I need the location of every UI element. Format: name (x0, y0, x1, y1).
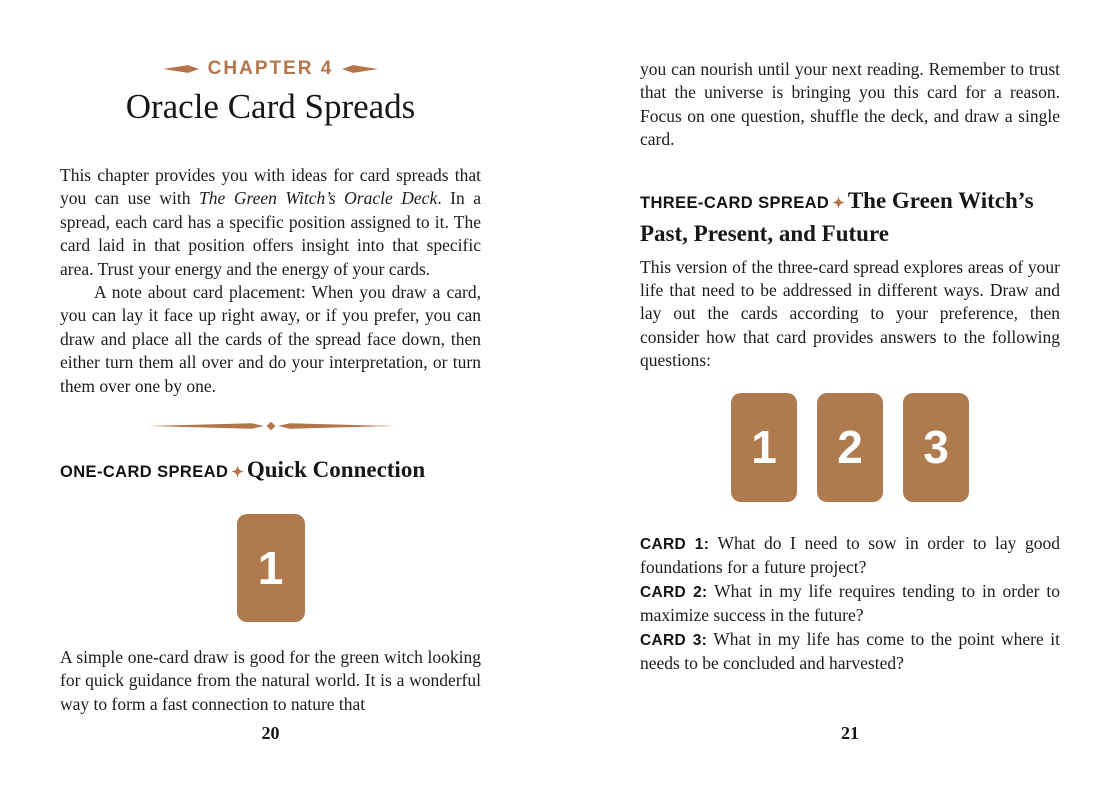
card-number: 1 (257, 542, 284, 595)
card-questions-list (640, 532, 1060, 676)
tapered-divider-icon (148, 419, 394, 433)
three-card-spread-title: The Green Witch’s Past, Present, and Future (640, 187, 1034, 246)
chapter-arrow-left-icon (163, 64, 199, 74)
one-card-spread-label: ONE-CARD SPREAD (60, 463, 229, 482)
intro-text-2: . In a spread, each card has a specific position assigned to it. The card laid in that position offers insight into that specific area. Trust your energy and the energy of your cards. (60, 188, 481, 279)
card-1-question: What do I need to sow in order to lay good foundations for a future project? (640, 532, 1060, 578)
card-3-label: CARD 3: (640, 631, 708, 649)
page-number-right: 21 (841, 723, 859, 743)
card-1-label: CARD 1: (640, 535, 710, 553)
section-divider (60, 419, 481, 433)
intro-paragraph (60, 164, 481, 281)
chapter-arrow-right-icon (342, 64, 378, 74)
chapter-eyebrow (60, 58, 481, 80)
card-number: 2 (837, 421, 863, 474)
oracle-card-1 (731, 393, 797, 502)
intro-text-1: This chapter provides you with ideas for card spreads that you can use with (60, 165, 481, 209)
one-card-description-paragraph: A simple one-card draw is good for the green witch looking for quick guidance from the natural world. It is a wonderful way to form a fast connection to nature that (60, 647, 481, 714)
one-card-spread-heading (60, 455, 481, 488)
card-2-label: CARD 2: (640, 583, 708, 601)
spread-star-icon: ✦ (231, 465, 244, 482)
one-card-continuation-paragraph: you can nourish until your next reading. Remember to trust that the universe is bringing you this card for a reason. Focus on one question, shuffle the deck, and draw a single card. (640, 59, 1060, 150)
oracle-card-1 (237, 514, 305, 622)
right-page (560, 0, 1120, 800)
right-page-content (560, 0, 1120, 676)
card-number: 3 (923, 421, 949, 474)
three-card-description-paragraph: This version of the three-card spread explores areas of your life that need to be addressed in different ways. Draw and lay out the cards according to your preference, then consider how that card provides answers to the following questions: (640, 256, 1060, 371)
card-number: 1 (751, 421, 777, 474)
three-card-spread-heading (640, 186, 1060, 248)
page-number-left: 20 (261, 723, 280, 743)
spread-star-icon: ✦ (832, 195, 845, 212)
placement-note-paragraph: A note about card placement: When you draw a card, you can lay it face up right away, or if you prefer, you can draw and place all the cards of the spread face down, then either turn them all over and do your interpretation, or turn them over one by one. (60, 282, 481, 396)
three-card-spread-label: THREE-CARD SPREAD (640, 193, 830, 212)
card-question-item (640, 628, 1060, 676)
card-3-question: What in my life has come to the point where it needs to be concluded and harvested? (640, 628, 1060, 674)
card-2-question: What in my life requires tending to in order to maximize success in the future? (640, 580, 1060, 626)
deck-title-italic: The Green Witch’s Oracle Deck (199, 188, 438, 209)
left-page-content (0, 0, 560, 716)
card-question-item (640, 532, 1060, 580)
one-card-diagram (60, 514, 481, 622)
chapter-eyebrow-label: CHAPTER 4 (207, 58, 334, 79)
one-card-spread-title: Quick Connection (246, 457, 426, 483)
oracle-card-2 (817, 393, 883, 502)
chapter-title: Oracle Card Spreads (125, 87, 416, 126)
card-question-item (640, 580, 1060, 628)
three-card-diagram (640, 393, 1060, 502)
oracle-card-3 (903, 393, 969, 502)
